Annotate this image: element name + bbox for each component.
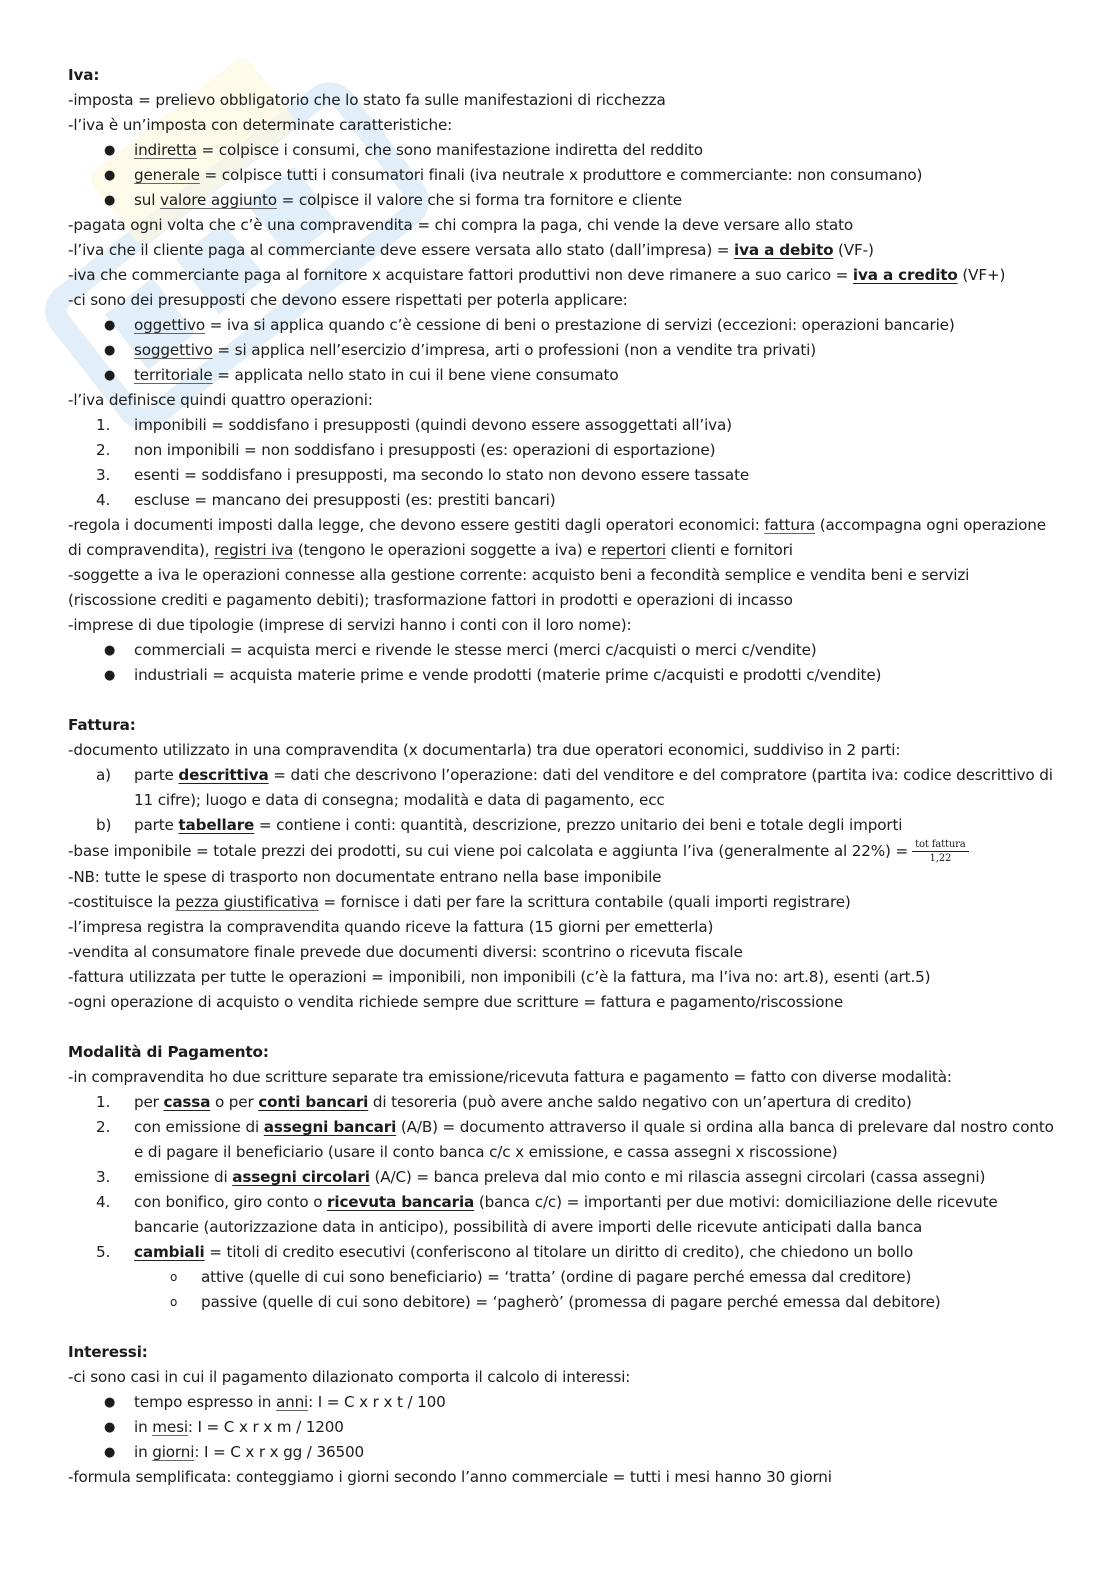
list-item: 3. esenti = soddisfano i presupposti, ma secondo lo stato non devono essere tassate [96,466,750,484]
text-line: -ogni operazione di acquisto o vendita richiede sempre due scritture = fattura e pagamento/riscossione [68,993,844,1011]
list-item: ● tempo espresso in anni: I = C x r x t / 100 [68,1390,1058,1415]
bullet-icon: ● [104,143,116,158]
text-line: -l’iva definisce quindi quattro operazioni: [68,391,373,409]
list-item: ● commerciali = acquista merci e rivende le stesse merci (merci c/acquisti o merci c/vendite) [68,638,1058,663]
text-line: -imprese di due tipologie (imprese di servizi hanno i conti con il loro nome): [68,616,632,634]
circle-bullet-icon: o [170,1295,178,1309]
text-line: -l’iva è un’imposta con determinate caratteristiche: [68,116,453,134]
sub-list-item: o passive (quelle di cui sono debitore) = ‘pagherò’ (promessa di pagare perché emessa dal debitore) [68,1290,1058,1315]
list-item: ● in giorni: I = C x r x gg / 36500 [68,1440,1058,1465]
text-line: -iva che commerciante paga al fornitore x acquistare fattori produttivi non deve rimanere a suo carico = iva a credito (VF+) [68,266,1006,284]
list-item: 5. cambiali = titoli di credito esecutivi (conferiscono al titolare un diritto di credito), che chiedono un bollo [96,1243,913,1261]
bullet-icon: ● [104,168,116,183]
bullet-icon: ● [104,318,116,333]
list-item: ● sul valore aggiunto = colpisce il valore che si forma tra fornitore e cliente [68,188,1058,213]
text-line: -pagata ogni volta che c’è una compravendita = chi compra la paga, chi vende la deve versare allo stato [68,216,854,234]
list-item: ● indiretta = colpisce i consumi, che sono manifestazione indiretta del reddito [68,138,1058,163]
bullet-icon: ● [104,343,116,358]
list-item: ● in mesi: I = C x r x m / 1200 [68,1415,1058,1440]
list-item: 2. con emissione di assegni bancari (A/B) = documento attraverso il quale si ordina alla banca di prelevare dal nostro conto e di pagare il beneficiario (usare il conto banca c/c x emissione, e cassa assegni x riscossione) [96,1118,1054,1161]
sub-list-item: o attive (quelle di cui sono beneficiario) = ‘tratta’ (ordine di pagare perché emessa dal creditore) [68,1265,1058,1290]
bullet-icon: ● [104,643,116,658]
circle-bullet-icon: o [170,1270,178,1284]
list-item: a) parte descrittiva = dati che descrivono l’operazione: dati del venditore e del compratore (partita iva: codice descrittivo di 11 cifre); luogo e data di consegna; modalità e data di pagamento, ecc [96,766,1053,809]
list-item: 1. per cassa o per conti bancari di tesoreria (può avere anche saldo negativo con un’apertura di credito) [96,1093,912,1111]
text-line: -documento utilizzato in una compravendita (x documentarla) tra due operatori economici, suddiviso in 2 parti: [68,741,901,759]
section-title-iva: Iva: [68,66,100,84]
text-line: -formula semplificata: conteggiamo i giorni secondo l’anno commerciale = tutti i mesi hanno 30 giorni [68,1468,832,1486]
text-line: -l’iva che il cliente paga al commerciante deve essere versata allo stato (dall’impresa) = iva a debito (VF-) [68,241,874,259]
text-line: -fattura utilizzata per tutte le operazioni = imponibili, non imponibili (c’è la fattura, ma l’iva no: art.8), esenti (art.5) [68,968,931,986]
list-item: 3. emissione di assegni circolari (A/C) = banca preleva dal mio conto e mi rilascia assegni circolari (cassa assegni) [96,1168,986,1186]
list-item: ● generale = colpisce tutti i consumatori finali (iva neutrale x produttore e commerciante: non consumano) [68,163,1058,188]
text-line: -ci sono casi in cui il pagamento dilazionato comporta il calcolo di interessi: [68,1368,631,1386]
bullet-icon: ● [104,1445,116,1460]
text-line: -in compravendita ho due scritture separate tra emissione/ricevuta fattura e pagamento = fatto con diverse modalità: [68,1068,952,1086]
list-item: ● territoriale = applicata nello stato in cui il bene viene consumato [68,363,1058,388]
list-item: 4. con bonifico, giro conto o ricevuta bancaria (banca c/c) = importanti per due motivi: domiciliazione delle ricevute bancarie (autorizzazione data in anticipo), possibilità di avere importi delle ricevute anticipati dalla banca [96,1193,998,1236]
text-line: -NB: tutte le spese di trasporto non documentate entrano nella base imponibile [68,868,662,886]
list-item: 1. imponibili = soddisfano i presupposti (quindi devono essere assoggettati all’iva) [96,416,732,434]
text-paragraph: -regola i documenti imposti dalla legge, che devono essere gestiti dagli operatori economici: fattura (accompagna ogni operazione di compravendita), registri iva (tengono le operazioni soggette a iva) e repertori clienti e fornitori [68,516,1046,559]
bullet-icon: ● [104,368,116,383]
bullet-icon: ● [104,193,116,208]
text-line: -imposta = prelievo obbligatorio che lo stato fa sulle manifestazioni di ricchezza [68,91,666,109]
list-item: ● soggettivo = si applica nell’esercizio d’impresa, arti o professioni (non a vendite tra privati) [68,338,1058,363]
text-line: -ci sono dei presupposti che devono essere rispettati per poterla applicare: [68,291,628,309]
fraction: $\frac{\text{tot fattura}}{1,22}$ [912,838,968,865]
bullet-icon: ● [104,1395,116,1410]
list-item: b) parte tabellare = contiene i conti: quantità, descrizione, prezzo unitario dei beni e totale degli importi [96,816,903,834]
text-line: -costituisce la pezza giustificativa = fornisce i dati per fare la scrittura contabile (quali importi registrare) [68,893,851,911]
text-paragraph: -soggette a iva le operazioni connesse alla gestione corrente: acquisto beni a fecondità semplice e vendita beni e servizi (riscossione crediti e pagamento debiti); trasformazione fattori in prodotti e operazioni di incasso [68,566,970,609]
section-title-pagamento: Modalità di Pagamento: [68,1043,269,1061]
section-title-fattura: Fattura: [68,716,136,734]
document-page [68,63,1058,1490]
list-item: 4. escluse = mancano dei presupposti (es: prestiti bancari) [96,491,556,509]
list-item: ● industriali = acquista materie prime e vende prodotti (materie prime c/acquisti e prodotti c/vendite) [68,663,1058,688]
list-item: ● oggettivo = iva si applica quando c’è cessione di beni o prestazione di servizi (eccezioni: operazioni bancarie) [68,313,1058,338]
text-line: -vendita al consumatore finale prevede due documenti diversi: scontrino o ricevuta fiscale [68,943,743,961]
list-item: 2. non imponibili = non soddisfano i presupposti (es: operazioni di esportazione) [96,441,716,459]
text-line: -base imponibile = totale prezzi dei prodotti, su cui viene poi calcolata e aggiunta l’iva (generalmente al 22%) = $\frac{\text{tot fattura}}{1,22}$ [68,838,1058,865]
bullet-icon: ● [104,1420,116,1435]
text-line: -l’impresa registra la compravendita quando riceve la fattura (15 giorni per emetterla) [68,918,714,936]
bullet-icon: ● [104,668,116,683]
section-title-interessi: Interessi: [68,1343,148,1361]
